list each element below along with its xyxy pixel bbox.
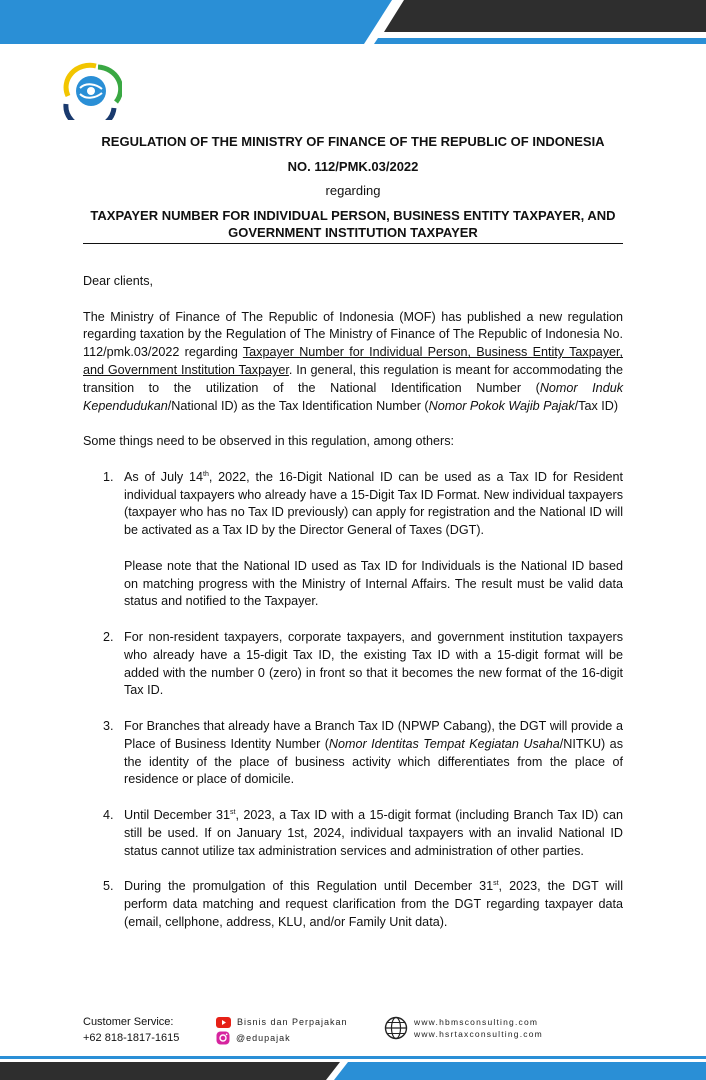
list-item: 3. For Branches that already have a Branch Tax ID (NPWP Cabang), the DGT will provide a Place of Business Identity Number (Nomor Identitas Tempat Kegiatan Usaha/NITKU) as the identity of the place of business activity which differentiates from the place of residence or place of domicile. — [103, 718, 623, 787]
regulation-subject: TAXPAYER NUMBER FOR INDIVIDUAL PERSON, BUSINESS ENTITY TAXPAYER, AND GOVERNMENT INSTITUTION TAXPAYER — [83, 207, 623, 244]
globe-icon — [384, 1016, 408, 1040]
list-item: 4. Until December 31st, 2023, a Tax ID with a 15-digit format (including Branch Tax ID) can still be used. If on January 1st, 2024, individual taxpayers with an invalid National ID status cannot utilize tax administration services and administration of other parties. — [103, 807, 623, 858]
list-item: 1. As of July 14th, 2022, the 16-Digit National ID can be used as a Tax ID for Resident individual taxpayers who already have a 15-Digit Tax ID Format. New individual taxpayers (taxpayer who has no Tax ID previously) can apply for registration and the National ID will be activated as a Tax ID by the Director General of Taxes (DGT). Please note that the National ID used as Tax ID for Individuals is the National ID based on matching progress with the Ministry of Internal Affairs. The result must be valid data status and notified to the Taxpayer. — [83, 469, 623, 611]
instagram-icon — [216, 1031, 230, 1045]
regulation-title: REGULATION OF THE MINISTRY OF FINANCE OF THE REPUBLIC OF INDONESIA — [101, 134, 605, 149]
list-item-note: Please note that the National ID used as Tax ID for Individuals is the National ID based on matching progress with the Ministry of Internal Affairs. The result must be valid data status and notified to the Taxpayer. — [124, 558, 623, 609]
lead-paragraph: Some things need to be observed in this regulation, among others: — [83, 434, 455, 449]
youtube-channel[interactable]: Bisnis dan Perpajakan — [237, 1017, 348, 1027]
list-item: 5. During the promulgation of this Regulation until December 31st, 2023, the DGT will perform data matching and request clarification from the DGT regarding taxpayer data (email, cellphone, address, KLU, and/or Family Unit data). — [103, 879, 623, 929]
customer-service-phone[interactable]: +62 818-1817-1615 — [83, 1032, 180, 1044]
website-links — [384, 1016, 543, 1040]
customer-service — [83, 1014, 179, 1046]
regulation-points-list — [83, 469, 623, 932]
company-logo — [58, 62, 122, 120]
website-link-hsr[interactable]: www.hsrtaxconsulting.com — [414, 1029, 543, 1039]
regarding-label: regarding — [325, 183, 381, 198]
social-links — [216, 1014, 348, 1046]
header-band — [0, 0, 706, 46]
instagram-handle[interactable]: @edupajak — [236, 1033, 291, 1043]
youtube-icon — [216, 1017, 231, 1028]
website-link-hbms[interactable]: www.hbmsconsulting.com — [414, 1017, 539, 1027]
regulation-title-link: Taxpayer Number for Individual Person, Business Entity Taxpayer, and Government Institution Taxpayer — [83, 345, 624, 377]
document-body — [83, 273, 623, 949]
list-item: 2. For non-resident taxpayers, corporate taxpayers, and government institution taxpayers who already have a 15-digit Tax ID, the existing Tax ID with a 15-digit format will be added with the number 0 (zero) in front so that it becomes the new format of the 16-digit Tax ID. — [103, 629, 623, 698]
footer-band — [0, 1056, 706, 1080]
title-block — [83, 133, 623, 244]
customer-service-label: Customer Service: — [83, 1016, 174, 1028]
greeting: Dear clients, — [83, 274, 153, 288]
intro-paragraph: The Ministry of Finance of The Republic of Indonesia (MOF) has published a new regulation regarding taxation by the Regulation of The Ministry of Finance of The Republic of Indonesia No. 112/pmk.03/2022 regarding Taxpayer Number for Individual Person, Business Entity Taxpayer, and Government Institution Taxpayer. In general, this regulation is meant for accommodating the transition to the utilization of the National Identification Number (Nomor Induk Kependudukan/National ID) as the Tax Identification Number (Nomor Pokok Wajib Pajak/Tax ID) — [83, 309, 624, 413]
regulation-number: NO. 112/PMK.03/2022 — [287, 159, 419, 174]
